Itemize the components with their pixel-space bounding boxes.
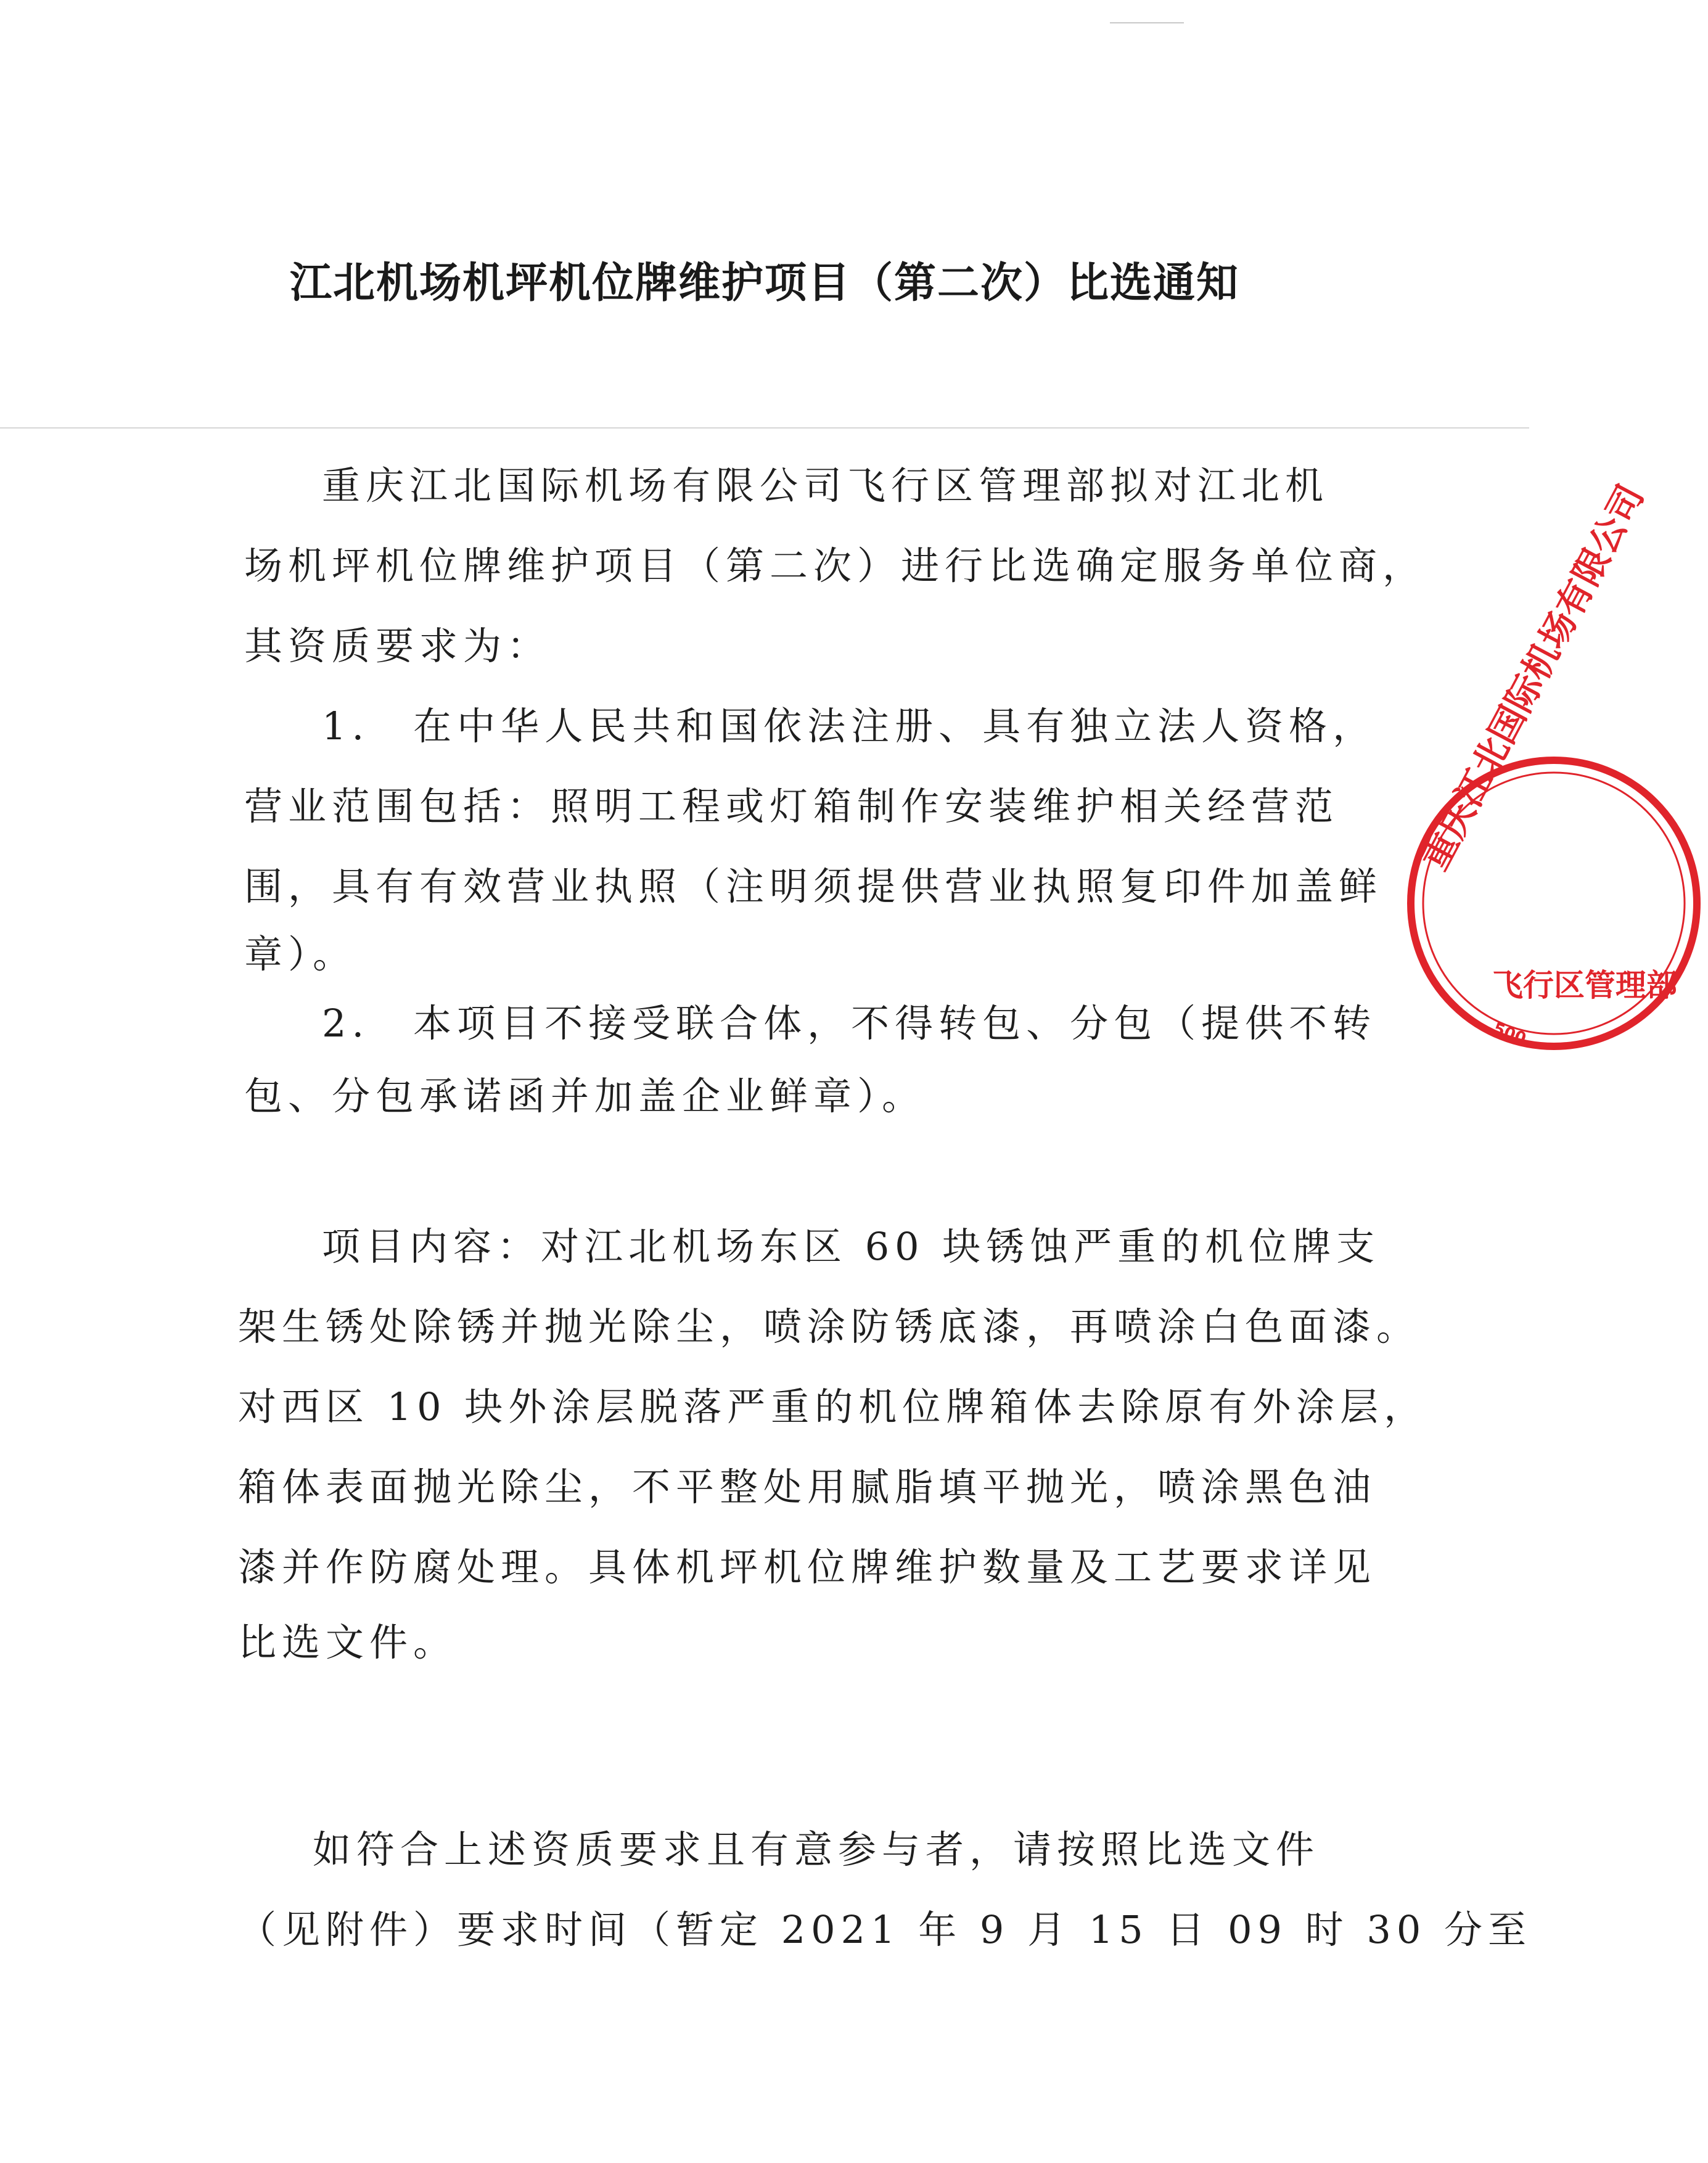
intro-line-1: 重庆江北国际机场有限公司飞行区管理部拟对江北机 (322, 463, 1329, 508)
requirement-2-line-2: 包、分包承诺函并加盖企业鲜章）。 (244, 1073, 926, 1118)
requirement-1-line-2: 营业范围包括：照明工程或灯箱制作安装维护相关经营范 (244, 784, 1339, 829)
closing-line-1: 如符合上述资质要求且有意参与者，请按照比选文件 (313, 1827, 1320, 1872)
intro-line-3: 其资质要求为： (244, 623, 551, 668)
requirement-2-line-1: 2. 本项目不接受联合体，不得转包、分包（提供不转 (322, 1001, 1377, 1046)
content-line-2: 架生锈处除锈并抛光除尘，喷涂防锈底漆，再喷涂白色面漆。 (238, 1304, 1421, 1349)
scan-separator-line (0, 427, 1529, 429)
content-line-1: 项目内容：对江北机场东区 60 块锈蚀严重的机位牌支 (322, 1224, 1381, 1269)
requirement-1-line-4: 章）。 (244, 932, 357, 977)
content-line-6: 比选文件。 (238, 1620, 458, 1665)
notice-title: 江北机场机坪机位牌维护项目（第二次）比选通知 (289, 259, 1239, 308)
svg-text:重庆江北国际机场有限公司: 重庆江北国际机场有限公司 (1413, 478, 1653, 877)
scan-artifact-top (1110, 22, 1184, 23)
closing-line-2: （见附件）要求时间（暂定 2021 年 9 月 15 日 09 时 30 分至 (238, 1907, 1532, 1952)
svg-text:飞行区管理部: 飞行区管理部 (1492, 967, 1677, 1003)
content-line-5: 漆并作防腐处理。具体机坪机位牌维护数量及工艺要求详见 (238, 1545, 1377, 1590)
content-line-4: 箱体表面抛光除尘，不平整处用腻脂填平抛光，喷涂黑色油 (238, 1464, 1377, 1509)
requirement-1-line-3: 围，具有有效营业执照（注明须提供营业执照复印件加盖鲜 (244, 864, 1383, 909)
intro-line-2: 场机坪机位牌维护项目（第二次）进行比选确定服务单位商， (244, 543, 1427, 588)
svg-text:500: 500 (1490, 1019, 1529, 1049)
requirement-1-line-1: 1. 在中华人民共和国依法注册、具有独立法人资格， (322, 704, 1377, 749)
official-seal (1400, 478, 1677, 1057)
content-line-3: 对西区 10 块外涂层脱落严重的机位牌箱体去除原有外涂层， (238, 1384, 1428, 1429)
